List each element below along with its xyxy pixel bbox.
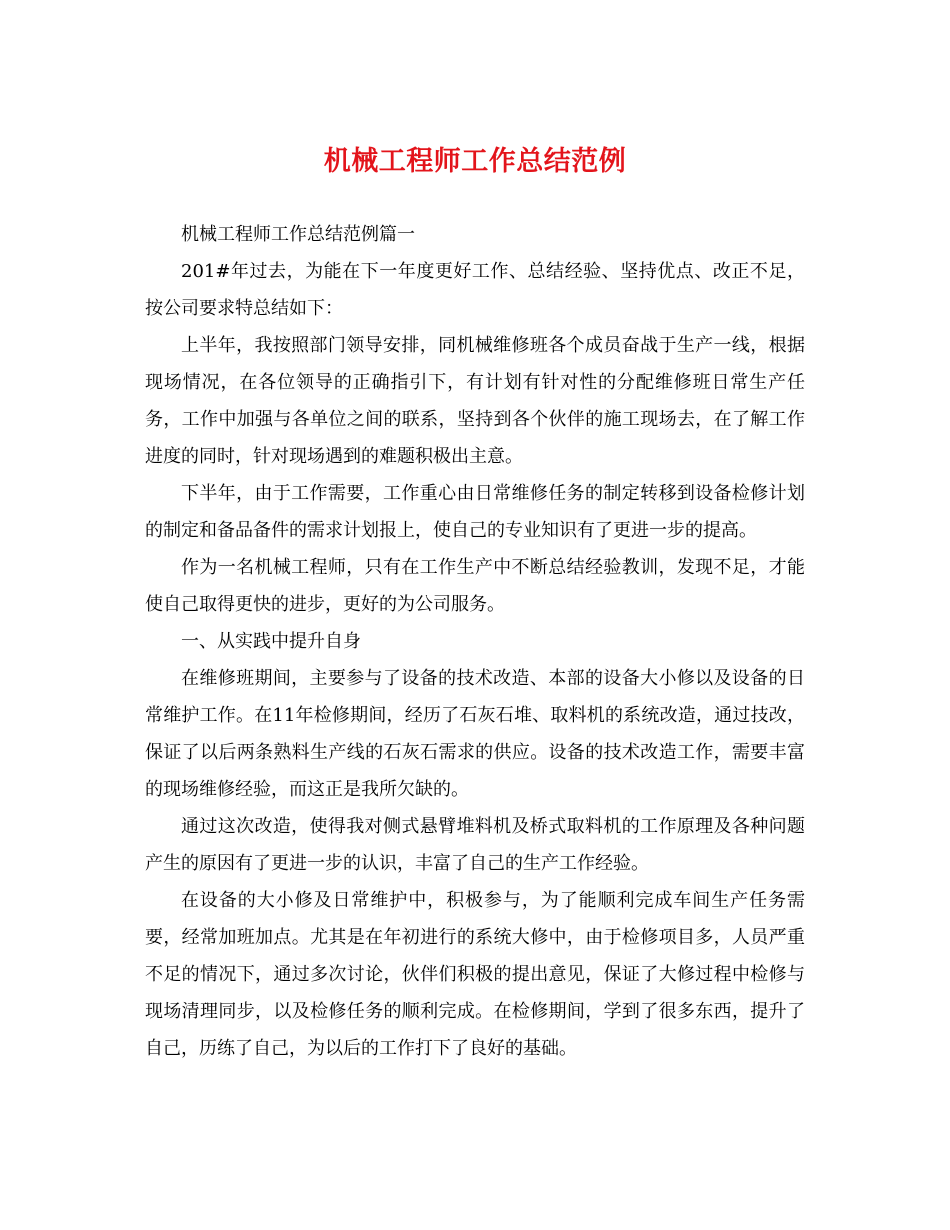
paragraph-retrofit: 通过这次改造，使得我对侧式悬臂堆料机及桥式取料机的工作原理及各种问题产生的原因有了更进一步的认识，丰富了自己的生产工作经验。 [145, 816, 805, 874]
paragraph-intro: 201#年过去，为能在下一年度更好工作、总结经验、坚持优点、改正不足，按公司要求特总结如下： [145, 261, 805, 319]
paragraph-maintenance: 在维修班期间，主要参与了设备的技术改造、本部的设备大小修以及设备的日常维护工作。在11年检修期间，经历了石灰石堆、取料机的系统改造，通过技改，保证了以后两条熟料生产线的石灰石需求的供应。设备的技术改造工作，需要丰富的现场维修经验，而这正是我所欠缺的。 [145, 668, 805, 800]
paragraph-reflection: 作为一名机械工程师，只有在工作生产中不断总结经验教训，发现不足，才能使自己取得更快的进步，更好的为公司服务。 [145, 557, 805, 615]
paragraph-second-half: 下半年，由于工作需要，工作重心由日常维修任务的制定转移到设备检修计划的制定和备品备件的需求计划报上，使自己的专业知识有了更进一步的提高。 [145, 483, 805, 541]
paragraph-section-heading: 机械工程师工作总结范例篇一 [181, 224, 415, 245]
document-title: 机械工程师工作总结范例 [323, 146, 627, 177]
document-body [145, 216, 805, 1067]
paragraph-first-half: 上半年，我按照部门领导安排，同机械维修班各个成员奋战于生产一线，根据现场情况，在各位领导的正确指引下，有计划有针对性的分配维修班日常生产任务，工作中加强与各单位之间的联系，坚持到各个伙伴的施工现场去，在了解工作进度的同时，针对现场遇到的难题积极出主意。 [145, 335, 805, 467]
paragraph-subheading: 一、从实践中提升自身 [181, 631, 361, 652]
paragraph-overhaul: 在设备的大小修及日常维护中，积极参与，为了能顺利完成车间生产任务需要，经常加班加点。尤其是在年初进行的系统大修中，由于检修项目多，人员严重不足的情况下，通过多次讨论，伙伴们积极的提出意见，保证了大修过程中检修与现场清理同步，以及检修任务的顺利完成。在检修期间，学到了很多东西，提升了自己，历练了自己，为以后的工作打下了良好的基础。 [145, 890, 805, 1059]
